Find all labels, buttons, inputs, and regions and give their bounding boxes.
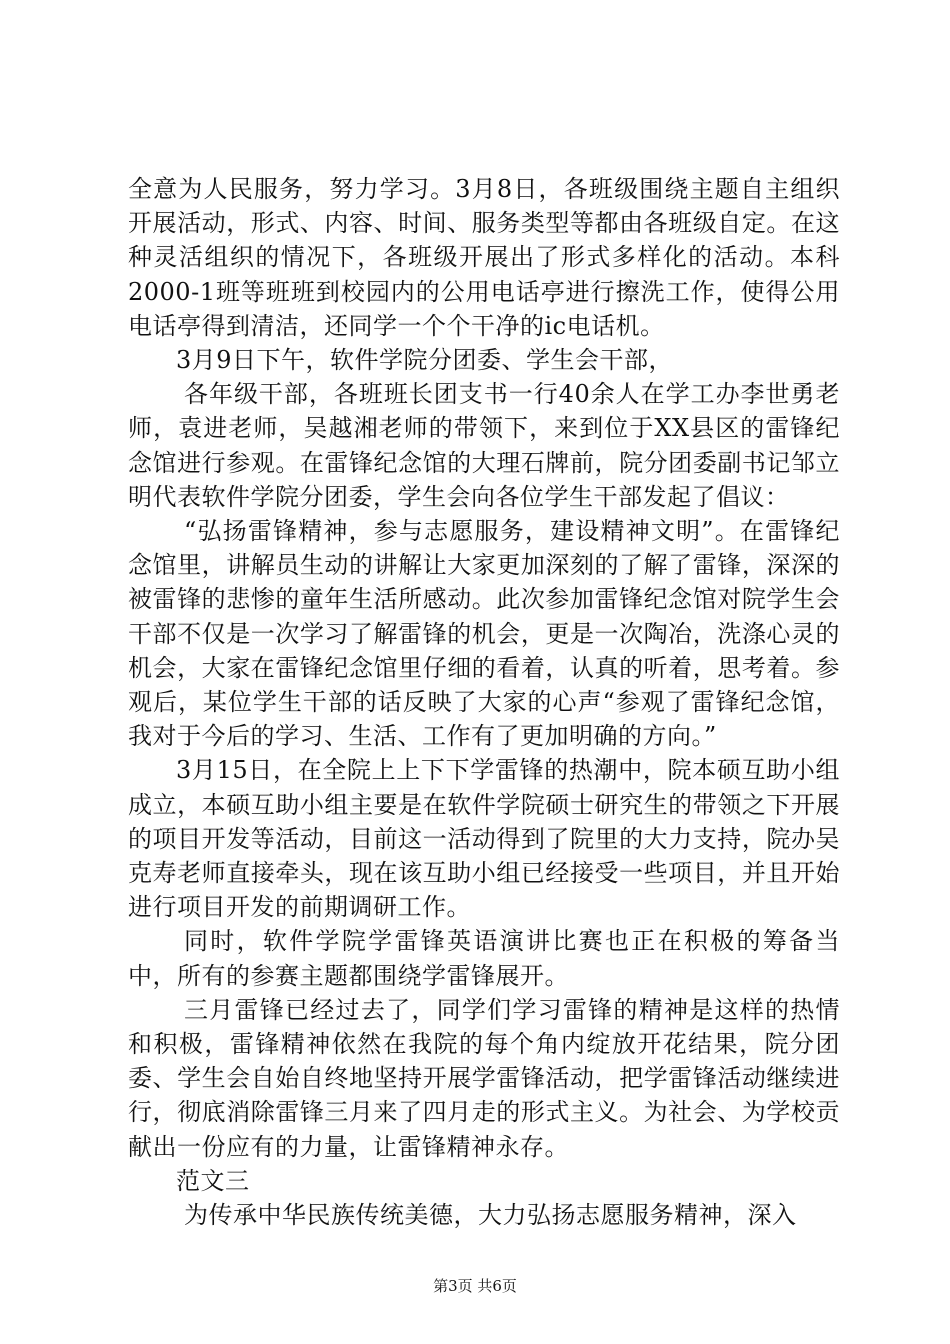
page-number-footer: 第3页 共6页 — [433, 1277, 517, 1295]
paragraph-8: 为传承中华民族传统美德，大力弘扬志愿服务精神，深入 — [184, 1201, 797, 1230]
paragraph-7: 三月雷锋已经过去了，同学们学习雷锋的精神是这样的热情和积极，雷锋精神依然在我院的每个角内绽放开花结果，院分团委、学生会自始自终地坚持开展学雷锋活动，把学雷锋活动继续进行，彻底消除雷锋三月来了四月走的形式主义。为社会、为学校贡献出一份应有的力量，让雷锋精神永存。 — [128, 995, 840, 1161]
paragraph-2: 3月9日下午，软件学院分团委、学生会干部， — [176, 346, 674, 375]
paragraph-1: 全意为人民服务，努力学习。3月8日，各班级围绕主题自主组织开展活动，形式、内容、时间、服务类型等都由各班级自定。在这种灵活组织的情况下，各班级开展出了形式多样化的活动。本科2000-1班等班班到校园内的公用电话亭进行擦洗工作，使得公用电话亭得到清洁，还同学一个个干净的ic电话机。 — [128, 175, 840, 340]
document-body — [128, 172, 840, 1232]
paragraph-3: 各年级干部，各班班长团支书一行40余人在学工办李世勇老师，袁进老师，吴越湘老师的带领下，来到位于XX县区的雷锋纪念馆进行参观。在雷锋纪念馆的大理石牌前，院分团委副书记邹立明代表软件学院分团委，学生会向各位学生干部发起了倡议： — [128, 380, 840, 511]
paragraph-4: “弘扬雷锋精神，参与志愿服务，建设精神文明”。在雷锋纪念馆里，讲解员生动的讲解让大家更加深刻的了解了雷锋，深深的被雷锋的悲惨的童年生活所感动。此次参加雷锋纪念馆对院学生会干部不仅是一次学习了解雷锋的机会，更是一次陶冶，洗涤心灵的机会，大家在雷锋纪念馆里仔细的看着，认真的听着，思考着。参观后，某位学生干部的话反映了大家的心声“参观了雷锋纪念馆，我对于今后的学习、生活、工作有了更加明确的方向。” — [128, 517, 840, 751]
paragraph-5: 3月15日，在全院上上下下学雷锋的热潮中，院本硕互助小组成立，本硕互助小组主要是在软件学院硕士研究生的带领之下开展的项目开发等活动，目前这一活动得到了院里的大力支持，院办吴克寿老师直接牵头，现在该互助小组已经接受一些项目，并且开始进行项目开发的前期调研工作。 — [128, 756, 840, 922]
section-heading: 范文三 — [176, 1166, 250, 1195]
paragraph-6: 同时，软件学院学雷锋英语演讲比赛也正在积极的筹备当中，所有的参赛主题都围绕学雷锋展开。 — [128, 927, 840, 990]
